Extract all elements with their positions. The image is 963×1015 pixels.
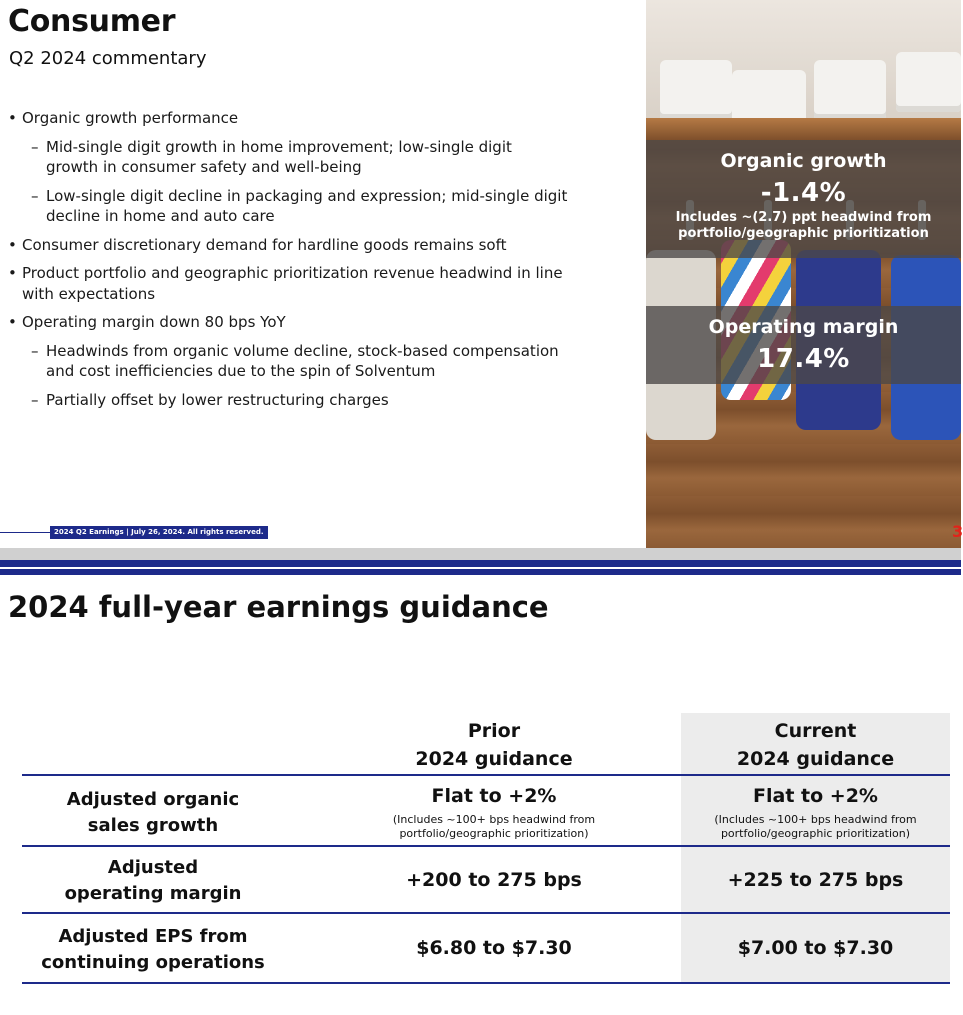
- sub-bullet-offset: – Partially offset by lower restructuring charges: [8, 390, 568, 411]
- slide-subtitle: Q2 2024 commentary: [9, 48, 207, 69]
- table-rule: [22, 845, 950, 847]
- commentary-list: [8, 108, 568, 418]
- cell-value: Flat to +2%: [753, 785, 878, 807]
- cell-value: Flat to +2%: [431, 785, 557, 807]
- label-line: Adjusted: [107, 857, 199, 878]
- row-label-eps: [22, 924, 284, 976]
- bullet-organic-growth: • Organic growth performance: [8, 108, 568, 129]
- prior-eps: $6.80 to $7.30: [416, 937, 572, 959]
- current-organic-sales: [681, 785, 950, 841]
- footer-badge: 2024 Q2 Earnings | July 26, 2024. All rights reserved.: [50, 526, 268, 539]
- cell-note: [681, 813, 950, 841]
- operating-margin-value: 17.4%: [757, 344, 850, 374]
- note-line: (Includes ~100+ bps headwind from: [714, 813, 917, 826]
- prior-operating-margin: +200 to 275 bps: [406, 869, 582, 891]
- bullet-demand: • Consumer discretionary demand for hardline goods remains soft: [8, 235, 568, 256]
- basket-image: [814, 60, 886, 120]
- operating-margin-heading: Operating margin: [708, 316, 899, 338]
- label-line: Adjusted EPS from: [58, 926, 248, 947]
- header-line: 2024 guidance: [415, 748, 573, 770]
- organic-growth-note: [646, 210, 961, 242]
- row-label-organic-sales: [22, 787, 284, 839]
- organic-growth-value: -1.4%: [760, 178, 847, 208]
- label-line: operating margin: [64, 883, 242, 904]
- table-rule: [22, 982, 950, 984]
- header-line: Current: [774, 720, 857, 742]
- slide-separator: [0, 548, 961, 560]
- header-line: 2024 guidance: [736, 748, 895, 770]
- sub-bullet-headwinds: – Headwinds from organic volume decline, stock-based compensation and cost inefficiencies due to the spin of Solventum: [8, 341, 568, 382]
- note-line: portfolio/geographic prioritization: [678, 226, 929, 241]
- note-line: (Includes ~100+ bps headwind from: [392, 813, 596, 826]
- basket-image: [896, 52, 961, 112]
- column-header-current: [681, 717, 950, 773]
- slide-title: Consumer: [8, 4, 176, 39]
- table-rule: [22, 774, 950, 776]
- consumer-photo: [646, 0, 961, 548]
- header-line: Prior: [467, 720, 521, 742]
- column-header-prior: [356, 717, 632, 773]
- current-eps: $7.00 to $7.30: [737, 937, 894, 959]
- cell-note: [356, 813, 632, 841]
- bullet-operating-margin: • Operating margin down 80 bps YoY: [8, 312, 568, 333]
- note-line: Includes ~(2.7) ppt headwind from: [675, 210, 932, 225]
- page-number: 3: [952, 522, 963, 541]
- guidance-title: 2024 full-year earnings guidance: [8, 590, 549, 624]
- label-line: continuing operations: [41, 952, 265, 973]
- sub-bullet-decline: – Low-single digit decline in packaging and expression; mid-single digit decline in home and auto care: [8, 186, 568, 227]
- header-band: [0, 560, 961, 567]
- label-line: Adjusted organic: [66, 789, 240, 810]
- photo-shelf: [646, 118, 961, 140]
- header-band: [0, 569, 961, 575]
- sub-bullet-growth: – Mid-single digit growth in home improvement; low-single digit growth in consumer safety and well-being: [8, 137, 568, 178]
- label-line: sales growth: [87, 815, 219, 836]
- basket-image: [660, 60, 732, 120]
- row-label-operating-margin: [22, 855, 284, 907]
- footer-rule: [0, 532, 50, 533]
- note-line: portfolio/geographic prioritization): [720, 827, 911, 840]
- organic-growth-panel: [646, 140, 961, 258]
- table-rule: [22, 912, 950, 914]
- prior-organic-sales: [356, 785, 632, 841]
- note-line: portfolio/geographic prioritization): [399, 827, 589, 840]
- operating-margin-panel: [646, 306, 961, 384]
- organic-growth-heading: Organic growth: [720, 150, 887, 172]
- bullet-portfolio: • Product portfolio and geographic prioritization revenue headwind in line with expectations: [8, 263, 568, 304]
- current-operating-margin: +225 to 275 bps: [727, 869, 904, 891]
